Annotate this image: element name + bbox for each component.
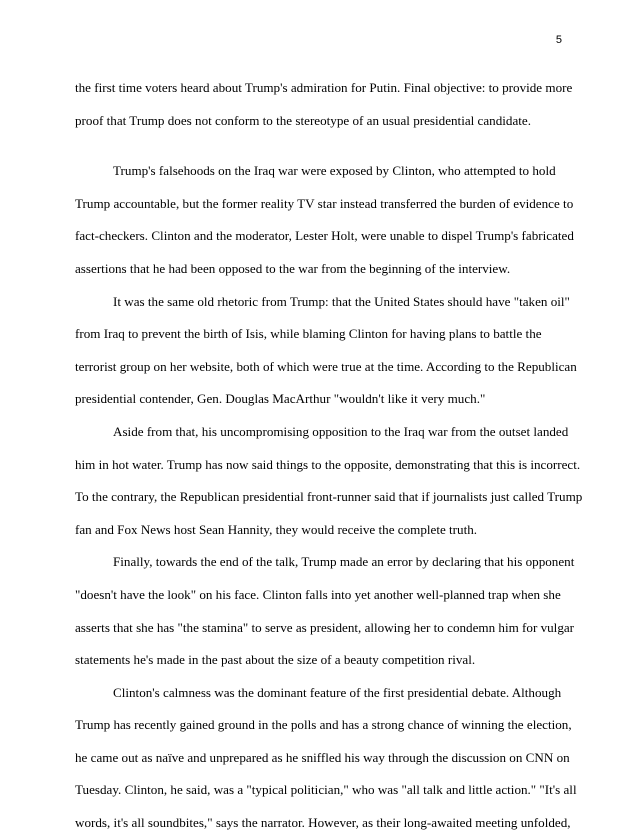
text-line: Trump's falsehoods on the Iraq war were exposed by Clinton, who attempted to hold <box>113 163 556 179</box>
text-line: statements he's made in the past about the size of a beauty competition rival. <box>75 652 476 668</box>
paragraph-4 <box>75 416 583 546</box>
paragraph-1 <box>75 72 573 137</box>
text-line: proof that Trump does not conform to the stereotype of an usual presidential candidate. <box>75 112 531 128</box>
text-line: Aside from that, his uncompromising opposition to the Iraq war from the outset landed <box>113 423 569 439</box>
text-line: Tuesday. Clinton, he said, was a "typical politician," who was "all talk and little action." "It's all <box>75 782 577 798</box>
paragraph-2 <box>75 155 574 285</box>
text-line: fan and Fox News host Sean Hannity, they would receive the complete truth. <box>75 521 478 537</box>
text-line: Finally, towards the end of the talk, Trump made an error by declaring that his opponent <box>113 554 575 570</box>
text-line: asserts that she has "the stamina" to serve as president, allowing her to condemn him for vulgar <box>75 619 575 635</box>
paragraph-gap <box>75 137 565 155</box>
text-line: Trump has recently gained ground in the polls and has a strong chance of winning the election, <box>75 717 572 733</box>
text-line: fact-checkers. Clinton and the moderator, Lester Holt, were unable to dispel Trump's fabricated <box>75 228 574 244</box>
text-line: presidential contender, Gen. Douglas MacArthur "wouldn't like it very much." <box>75 391 486 407</box>
text-line: from Iraq to prevent the birth of Isis, while blaming Clinton for having plans to battle the <box>75 326 542 342</box>
document-body <box>75 72 583 840</box>
text-line: the first time voters heard about Trump's admiration for Putin. Final objective: to provide more <box>75 80 573 95</box>
paragraph-3 <box>75 286 577 416</box>
text-line: Clinton's calmness was the dominant feature of the first presidential debate. Although <box>113 684 562 700</box>
text-line: assertions that he had been opposed to the war from the beginning of the interview. <box>75 260 511 276</box>
paragraph-5 <box>75 546 575 676</box>
page-number: 5 <box>555 34 562 46</box>
text-line: he came out as naïve and unprepared as he sniffled his way through the discussion on CNN on <box>75 749 570 765</box>
text-line: terrorist group on her website, both of which were true at the time. According to the Republican <box>75 358 577 374</box>
text-line: Trump accountable, but the former reality TV star instead transferred the burden of evidence to <box>75 195 574 211</box>
text-line: words, it's all soundbites," says the narrator. However, as their long-awaited meeting unfolded, <box>75 815 571 831</box>
text-line: To the contrary, the Republican presidential front-runner said that if journalists just called Trump <box>75 489 583 505</box>
text-line: him in hot water. Trump has now said things to the opposite, demonstrating that this is incorrect. <box>75 456 581 472</box>
paragraph-6 <box>75 677 577 840</box>
text-line: It was the same old rhetoric from Trump: that the United States should have "taken oil" <box>113 293 570 309</box>
text-line: "doesn't have the look" on his face. Clinton falls into yet another well-planned trap when she <box>75 586 561 602</box>
